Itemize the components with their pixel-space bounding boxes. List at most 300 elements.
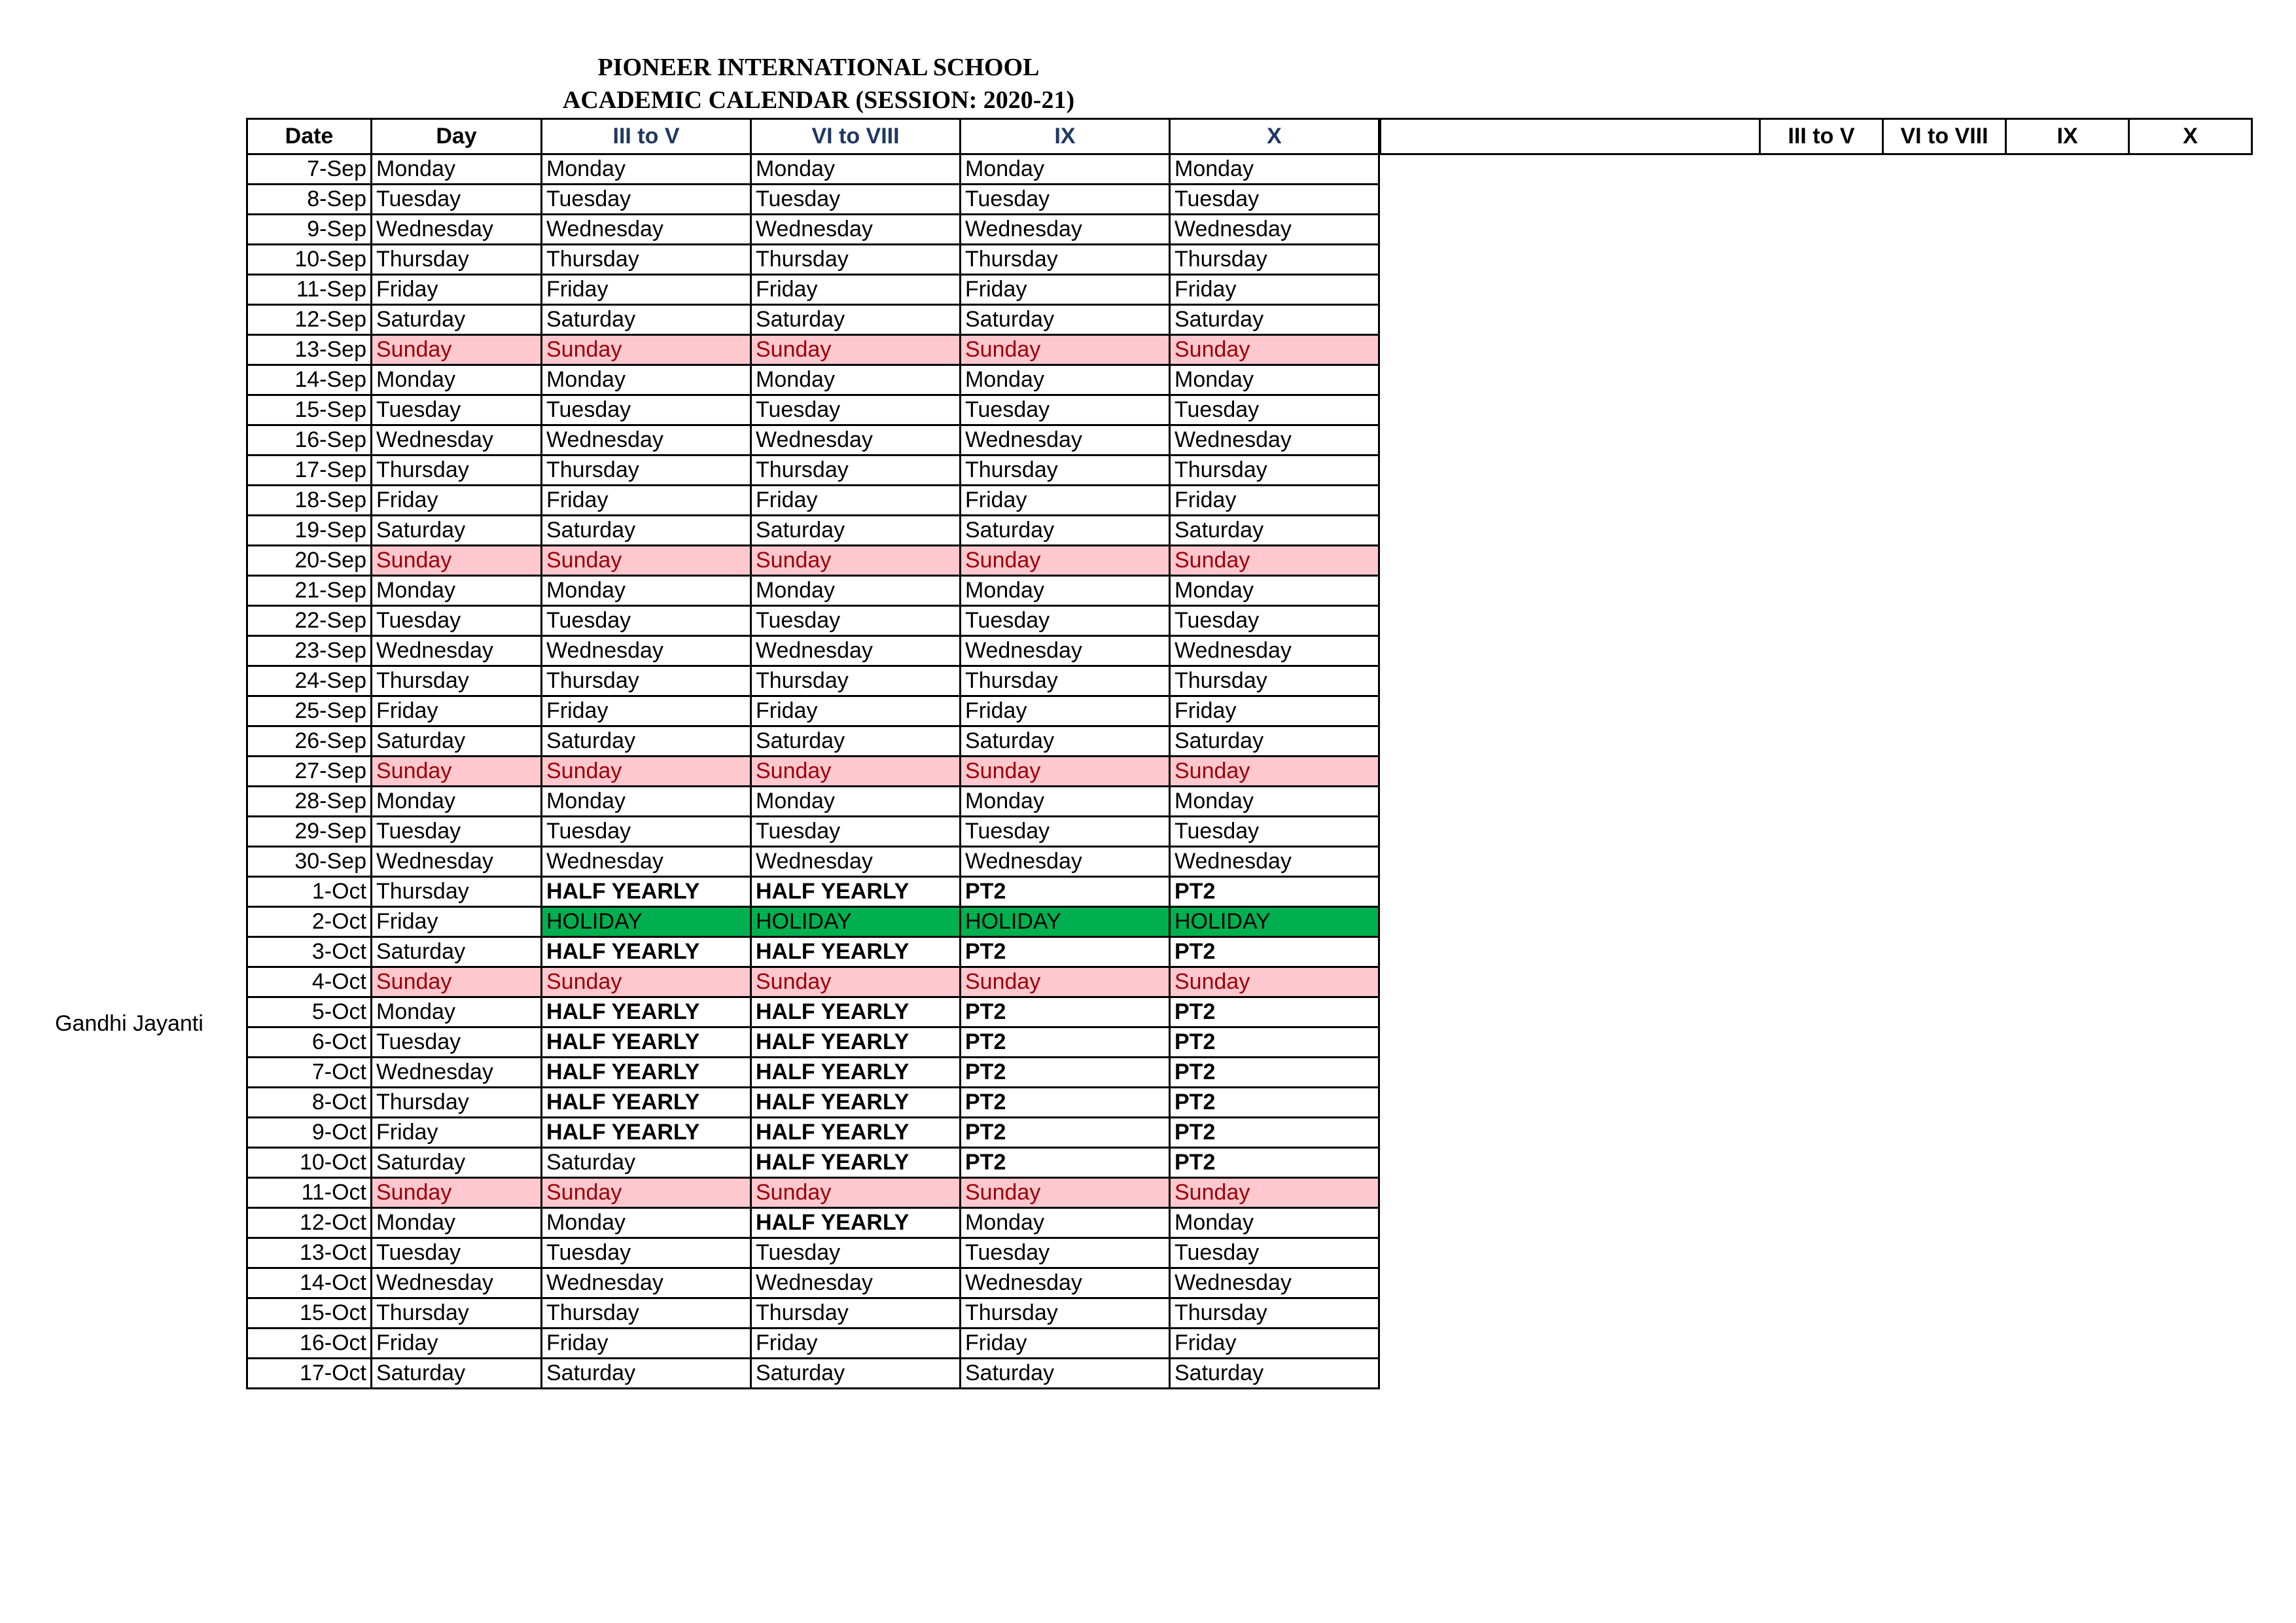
cell-x: Thursday (1170, 666, 1379, 696)
cell-vi-to-viii: Friday (751, 1329, 961, 1359)
header-row (247, 119, 1379, 154)
cell-x: Monday (1170, 365, 1379, 395)
day-cell: Tuesday (372, 1027, 542, 1058)
cell-x: Thursday (1170, 245, 1379, 275)
cell-vi-to-viii: Thursday (751, 455, 961, 486)
date-cell: 24-Sep (247, 666, 372, 696)
day-cell: Friday (372, 275, 542, 305)
cell-iii-to-v: Saturday (542, 726, 751, 757)
cell-vi-to-viii: Tuesday (751, 817, 961, 847)
date-cell: 30-Sep (247, 847, 372, 877)
calendar-heading (547, 51, 1090, 116)
col-header-x: X (1170, 119, 1379, 154)
cell-x: Monday (1170, 576, 1379, 606)
date-cell: 15-Oct (247, 1298, 372, 1329)
calendar-row (247, 1238, 1379, 1268)
day-cell: Saturday (372, 305, 542, 335)
cell-x: Tuesday (1170, 817, 1379, 847)
date-cell: 19-Sep (247, 516, 372, 546)
calendar-row (247, 787, 1379, 817)
cell-iii-to-v: Sunday (542, 967, 751, 997)
cell-iii-to-v: Thursday (542, 245, 751, 275)
cell-x: Tuesday (1170, 185, 1379, 215)
cell-iii-to-v: Tuesday (542, 395, 751, 425)
calendar-row (247, 275, 1379, 305)
cell-iii-to-v: HALF YEARLY (542, 997, 751, 1027)
cell-x: Friday (1170, 275, 1379, 305)
calendar-row (247, 1268, 1379, 1298)
cell-iii-to-v: Tuesday (542, 1238, 751, 1268)
day-cell: Wednesday (372, 1058, 542, 1088)
cell-vi-to-viii: HALF YEARLY (751, 1088, 961, 1118)
cell-x: Friday (1170, 486, 1379, 516)
cell-vi-to-viii: HALF YEARLY (751, 1148, 961, 1178)
cell-iii-to-v: Monday (542, 576, 751, 606)
date-cell: 10-Sep (247, 245, 372, 275)
cell-ix: Monday (961, 154, 1170, 185)
cell-iii-to-v: HALF YEARLY (542, 1118, 751, 1148)
calendar-row (247, 696, 1379, 726)
cell-ix: Sunday (961, 335, 1170, 365)
cell-vi-to-viii: Tuesday (751, 185, 961, 215)
day-cell: Thursday (372, 666, 542, 696)
calendar-row (247, 455, 1379, 486)
cell-ix: Monday (961, 576, 1170, 606)
cell-ix: Sunday (961, 967, 1170, 997)
cell-vi-to-viii: HALF YEARLY (751, 1027, 961, 1058)
day-cell: Friday (372, 1329, 542, 1359)
col-header-ix: IX (961, 119, 1170, 154)
cell-iii-to-v: Wednesday (542, 425, 751, 455)
calendar-row (247, 1027, 1379, 1058)
day-cell: Sunday (372, 335, 542, 365)
date-cell: 9-Sep (247, 215, 372, 245)
cell-ix: PT2 (961, 1027, 1170, 1058)
cell-iii-to-v: Thursday (542, 666, 751, 696)
summary-header-ix: IX (2006, 119, 2129, 154)
date-cell: 13-Oct (247, 1238, 372, 1268)
date-cell: 6-Oct (247, 1027, 372, 1058)
cell-vi-to-viii: Sunday (751, 757, 961, 787)
cell-vi-to-viii: Wednesday (751, 215, 961, 245)
cell-ix: Thursday (961, 1298, 1170, 1329)
cell-vi-to-viii: Friday (751, 696, 961, 726)
cell-x: Monday (1170, 1208, 1379, 1238)
school-name: PIONEER INTERNATIONAL SCHOOL (597, 54, 1040, 81)
calendar-row (247, 907, 1379, 937)
cell-vi-to-viii: Wednesday (751, 636, 961, 666)
cell-ix: Saturday (961, 1359, 1170, 1389)
cell-iii-to-v: Sunday (542, 546, 751, 576)
cell-x: Tuesday (1170, 395, 1379, 425)
date-cell: 3-Oct (247, 937, 372, 967)
cell-ix: Wednesday (961, 636, 1170, 666)
day-cell: Saturday (372, 516, 542, 546)
cell-iii-to-v: Monday (542, 365, 751, 395)
summary-header-iii-to-v: III to V (1760, 119, 1883, 154)
day-cell: Thursday (372, 245, 542, 275)
date-cell: 20-Sep (247, 546, 372, 576)
cell-ix: Wednesday (961, 425, 1170, 455)
cell-x: Sunday (1170, 335, 1379, 365)
cell-vi-to-viii: Wednesday (751, 425, 961, 455)
calendar-row (247, 365, 1379, 395)
day-cell: Sunday (372, 546, 542, 576)
cell-ix: PT2 (961, 1118, 1170, 1148)
date-cell: 17-Oct (247, 1359, 372, 1389)
calendar-row (247, 425, 1379, 455)
calendar-row (247, 1298, 1379, 1329)
cell-ix: PT2 (961, 937, 1170, 967)
calendar-title: ACADEMIC CALENDAR (SESSION: 2020-21) (562, 86, 1075, 114)
cell-iii-to-v: Sunday (542, 1178, 751, 1208)
date-cell: 7-Sep (247, 154, 372, 185)
date-cell: 16-Oct (247, 1329, 372, 1359)
cell-vi-to-viii: Saturday (751, 726, 961, 757)
calendar-row (247, 516, 1379, 546)
cell-iii-to-v: Friday (542, 1329, 751, 1359)
cell-ix: PT2 (961, 997, 1170, 1027)
calendar-row (247, 967, 1379, 997)
date-cell: 8-Oct (247, 1088, 372, 1118)
cell-iii-to-v: Saturday (542, 1148, 751, 1178)
cell-x: Thursday (1170, 455, 1379, 486)
calendar-row (247, 1329, 1379, 1359)
calendar-row (247, 997, 1379, 1027)
cell-ix: Friday (961, 1329, 1170, 1359)
day-cell: Wednesday (372, 847, 542, 877)
cell-ix: Friday (961, 696, 1170, 726)
day-cell: Monday (372, 576, 542, 606)
cell-ix: Wednesday (961, 215, 1170, 245)
date-cell: 2-Oct (247, 907, 372, 937)
cell-vi-to-viii: Sunday (751, 1178, 961, 1208)
cell-ix: Tuesday (961, 606, 1170, 636)
cell-x: PT2 (1170, 1088, 1379, 1118)
day-cell: Monday (372, 997, 542, 1027)
cell-vi-to-viii: Wednesday (751, 1268, 961, 1298)
cell-ix: Saturday (961, 726, 1170, 757)
cell-ix: Monday (961, 787, 1170, 817)
cell-vi-to-viii: Friday (751, 486, 961, 516)
cell-vi-to-viii: Monday (751, 576, 961, 606)
calendar-row (247, 877, 1379, 907)
date-cell: 16-Sep (247, 425, 372, 455)
cell-x: Tuesday (1170, 606, 1379, 636)
calendar-body (247, 154, 1379, 1389)
summary-header-table (1379, 118, 2253, 155)
cell-x: Wednesday (1170, 636, 1379, 666)
cell-x: Friday (1170, 1329, 1379, 1359)
day-cell: Sunday (372, 1178, 542, 1208)
cell-vi-to-viii: HOLIDAY (751, 907, 961, 937)
date-cell: 29-Sep (247, 817, 372, 847)
day-cell: Friday (372, 486, 542, 516)
day-cell: Thursday (372, 877, 542, 907)
cell-vi-to-viii: Sunday (751, 335, 961, 365)
calendar-row (247, 937, 1379, 967)
date-cell: 26-Sep (247, 726, 372, 757)
date-cell: 11-Sep (247, 275, 372, 305)
cell-vi-to-viii: Sunday (751, 546, 961, 576)
cell-iii-to-v: HALF YEARLY (542, 1088, 751, 1118)
cell-iii-to-v: Thursday (542, 1298, 751, 1329)
cell-ix: PT2 (961, 1058, 1170, 1088)
day-cell: Thursday (372, 1088, 542, 1118)
cell-vi-to-viii: Tuesday (751, 1238, 961, 1268)
cell-x: Wednesday (1170, 847, 1379, 877)
cell-x: Saturday (1170, 726, 1379, 757)
date-cell: 23-Sep (247, 636, 372, 666)
cell-vi-to-viii: HALF YEARLY (751, 877, 961, 907)
col-header-vi-to-viii: VI to VIII (751, 119, 961, 154)
cell-vi-to-viii: HALF YEARLY (751, 997, 961, 1027)
day-cell: Tuesday (372, 817, 542, 847)
cell-iii-to-v: Monday (542, 154, 751, 185)
calendar-row (247, 395, 1379, 425)
date-cell: 13-Sep (247, 335, 372, 365)
cell-iii-to-v: Tuesday (542, 185, 751, 215)
cell-x: PT2 (1170, 997, 1379, 1027)
cell-iii-to-v: Saturday (542, 516, 751, 546)
calendar-row (247, 335, 1379, 365)
cell-x: Monday (1170, 154, 1379, 185)
calendar-row (247, 185, 1379, 215)
cell-iii-to-v: Wednesday (542, 215, 751, 245)
day-cell: Friday (372, 907, 542, 937)
col-header-day: Day (372, 119, 542, 154)
cell-ix: HOLIDAY (961, 907, 1170, 937)
cell-x: Tuesday (1170, 1238, 1379, 1268)
cell-ix: PT2 (961, 877, 1170, 907)
cell-x: Saturday (1170, 1359, 1379, 1389)
cell-ix: Friday (961, 486, 1170, 516)
date-cell: 28-Sep (247, 787, 372, 817)
cell-ix: Friday (961, 275, 1170, 305)
cell-iii-to-v: HALF YEARLY (542, 877, 751, 907)
cell-vi-to-viii: Sunday (751, 967, 961, 997)
day-cell: Friday (372, 1118, 542, 1148)
cell-ix: Saturday (961, 516, 1170, 546)
calendar-row (247, 576, 1379, 606)
day-cell: Saturday (372, 726, 542, 757)
cell-x: Saturday (1170, 516, 1379, 546)
cell-vi-to-viii: Thursday (751, 1298, 961, 1329)
day-cell: Monday (372, 787, 542, 817)
calendar-row (247, 245, 1379, 275)
calendar-row (247, 546, 1379, 576)
day-cell: Thursday (372, 1298, 542, 1329)
day-cell: Tuesday (372, 185, 542, 215)
cell-iii-to-v: Tuesday (542, 817, 751, 847)
cell-vi-to-viii: Monday (751, 787, 961, 817)
cell-iii-to-v: Friday (542, 696, 751, 726)
day-cell: Monday (372, 365, 542, 395)
cell-ix: Sunday (961, 757, 1170, 787)
cell-ix: Tuesday (961, 185, 1170, 215)
cell-x: PT2 (1170, 877, 1379, 907)
date-cell: 21-Sep (247, 576, 372, 606)
day-cell: Wednesday (372, 1268, 542, 1298)
cell-ix: Saturday (961, 305, 1170, 335)
cell-iii-to-v: Saturday (542, 1359, 751, 1389)
calendar-row (247, 726, 1379, 757)
calendar-row (247, 847, 1379, 877)
cell-vi-to-viii: HALF YEARLY (751, 1208, 961, 1238)
day-cell: Wednesday (372, 636, 542, 666)
cell-x: Friday (1170, 696, 1379, 726)
cell-x: Sunday (1170, 967, 1379, 997)
cell-iii-to-v: Friday (542, 275, 751, 305)
day-cell: Tuesday (372, 1238, 542, 1268)
cell-x: Saturday (1170, 305, 1379, 335)
cell-ix: Thursday (961, 666, 1170, 696)
cell-x: Wednesday (1170, 215, 1379, 245)
cell-x: PT2 (1170, 937, 1379, 967)
cell-ix: PT2 (961, 1148, 1170, 1178)
calendar-row (247, 817, 1379, 847)
date-cell: 10-Oct (247, 1148, 372, 1178)
cell-vi-to-viii: Thursday (751, 666, 961, 696)
calendar-row (247, 1359, 1379, 1389)
calendar-row (247, 215, 1379, 245)
cell-iii-to-v: Sunday (542, 335, 751, 365)
cell-iii-to-v: Monday (542, 1208, 751, 1238)
cell-ix: Thursday (961, 245, 1170, 275)
cell-iii-to-v: Tuesday (542, 606, 751, 636)
cell-vi-to-viii: Wednesday (751, 847, 961, 877)
cell-x: Wednesday (1170, 425, 1379, 455)
calendar-row (247, 1208, 1379, 1238)
cell-x: Thursday (1170, 1298, 1379, 1329)
cell-ix: Thursday (961, 455, 1170, 486)
cell-ix: Tuesday (961, 1238, 1170, 1268)
cell-iii-to-v: Wednesday (542, 636, 751, 666)
cell-vi-to-viii: HALF YEARLY (751, 937, 961, 967)
calendar-row (247, 1178, 1379, 1208)
summary-header-vi-to-viii: VI to VIII (1883, 119, 2006, 154)
cell-ix: Sunday (961, 546, 1170, 576)
day-cell: Saturday (372, 1148, 542, 1178)
calendar-row (247, 1088, 1379, 1118)
cell-ix: PT2 (961, 1088, 1170, 1118)
date-cell: 17-Sep (247, 455, 372, 486)
cell-vi-to-viii: HALF YEARLY (751, 1058, 961, 1088)
cell-ix: Monday (961, 365, 1170, 395)
cell-x: PT2 (1170, 1118, 1379, 1148)
calendar-row (247, 305, 1379, 335)
cell-iii-to-v: Friday (542, 486, 751, 516)
date-cell: 14-Oct (247, 1268, 372, 1298)
cell-iii-to-v: HALF YEARLY (542, 1058, 751, 1088)
date-cell: 14-Sep (247, 365, 372, 395)
cell-ix: Sunday (961, 1178, 1170, 1208)
cell-vi-to-viii: Saturday (751, 516, 961, 546)
calendar-row (247, 1058, 1379, 1088)
date-cell: 12-Sep (247, 305, 372, 335)
day-cell: Thursday (372, 455, 542, 486)
day-cell: Wednesday (372, 215, 542, 245)
calendar-row (247, 666, 1379, 696)
cell-ix: Tuesday (961, 817, 1170, 847)
date-cell: 4-Oct (247, 967, 372, 997)
cell-vi-to-viii: Monday (751, 154, 961, 185)
calendar-row (247, 636, 1379, 666)
col-header-iii-to-v: III to V (542, 119, 751, 154)
cell-iii-to-v: HALF YEARLY (542, 937, 751, 967)
cell-x: PT2 (1170, 1027, 1379, 1058)
cell-iii-to-v: HALF YEARLY (542, 1027, 751, 1058)
date-cell: 15-Sep (247, 395, 372, 425)
day-cell: Saturday (372, 1359, 542, 1389)
day-cell: Friday (372, 696, 542, 726)
cell-x: PT2 (1170, 1058, 1379, 1088)
date-cell: 25-Sep (247, 696, 372, 726)
day-cell: Sunday (372, 757, 542, 787)
cell-x: Sunday (1170, 1178, 1379, 1208)
date-cell: 18-Sep (247, 486, 372, 516)
calendar-row (247, 154, 1379, 185)
cell-x: Monday (1170, 787, 1379, 817)
cell-vi-to-viii: Saturday (751, 1359, 961, 1389)
cell-vi-to-viii: Monday (751, 365, 961, 395)
cell-iii-to-v: Wednesday (542, 847, 751, 877)
cell-iii-to-v: Wednesday (542, 1268, 751, 1298)
date-cell: 9-Oct (247, 1118, 372, 1148)
calendar-row (247, 757, 1379, 787)
day-cell: Tuesday (372, 606, 542, 636)
date-cell: 22-Sep (247, 606, 372, 636)
cell-ix: Wednesday (961, 1268, 1170, 1298)
cell-x: Wednesday (1170, 1268, 1379, 1298)
gandhi-jayanti-note: Gandhi Jayanti (55, 1011, 203, 1036)
cell-vi-to-viii: Tuesday (751, 606, 961, 636)
cell-ix: Wednesday (961, 847, 1170, 877)
cell-vi-to-viii: Thursday (751, 245, 961, 275)
date-cell: 1-Oct (247, 877, 372, 907)
cell-iii-to-v: Monday (542, 787, 751, 817)
calendar-row (247, 486, 1379, 516)
calendar-row (247, 1148, 1379, 1178)
date-cell: 8-Sep (247, 185, 372, 215)
date-cell: 7-Oct (247, 1058, 372, 1088)
calendar-table (246, 118, 1380, 1389)
date-cell: 12-Oct (247, 1208, 372, 1238)
cell-vi-to-viii: Saturday (751, 305, 961, 335)
cell-vi-to-viii: HALF YEARLY (751, 1118, 961, 1148)
summary-blank-cell (1381, 119, 1760, 154)
date-cell: 27-Sep (247, 757, 372, 787)
cell-vi-to-viii: Tuesday (751, 395, 961, 425)
cell-ix: Tuesday (961, 395, 1170, 425)
day-cell: Saturday (372, 937, 542, 967)
date-cell: 5-Oct (247, 997, 372, 1027)
cell-iii-to-v: Saturday (542, 305, 751, 335)
calendar-row (247, 1118, 1379, 1148)
date-cell: 11-Oct (247, 1178, 372, 1208)
calendar-row (247, 606, 1379, 636)
cell-iii-to-v: Sunday (542, 757, 751, 787)
col-header-date: Date (247, 119, 372, 154)
summary-header-row (1381, 119, 2252, 154)
day-cell: Wednesday (372, 425, 542, 455)
cell-vi-to-viii: Friday (751, 275, 961, 305)
cell-x: PT2 (1170, 1148, 1379, 1178)
day-cell: Sunday (372, 967, 542, 997)
day-cell: Tuesday (372, 395, 542, 425)
cell-x: Sunday (1170, 546, 1379, 576)
cell-ix: Monday (961, 1208, 1170, 1238)
